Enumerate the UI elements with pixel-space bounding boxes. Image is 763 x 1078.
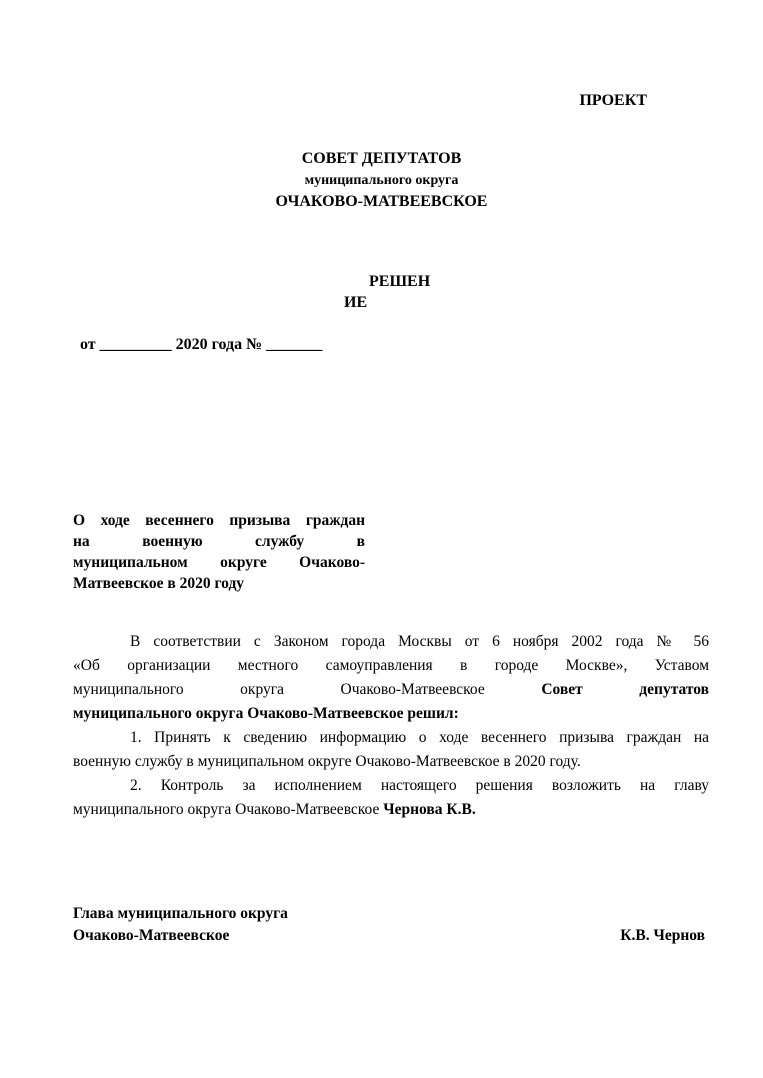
subject-line: муниципальном округе Очаково- — [73, 554, 365, 571]
item-2-line — [73, 798, 709, 822]
body-line — [73, 678, 709, 702]
signature-title-district: Очаково-Матвеевское — [73, 927, 230, 944]
body-text-bold: Чернова К.В. — [383, 801, 476, 818]
decision-title-part1: РЕШЕН — [369, 273, 431, 290]
decision-date-line: от _________ 2020 года № _______ — [80, 336, 323, 353]
signature-name: К.В. Чернов — [620, 927, 705, 944]
body-text-plain: муниципального округа Очаково-Матвеевское — [73, 681, 542, 698]
body-text-bold: Совет депутатов — [541, 681, 709, 698]
project-label: ПРОЕКТ — [579, 92, 647, 109]
body-line: В соответствии с Законом города Москвы от 6 ноября 2002 года № 56 — [130, 633, 709, 650]
signature-title: Глава муниципального округа — [73, 905, 288, 922]
body-text-plain: муниципального округа Очаково-Матвеевское — [73, 801, 384, 818]
item-1-line: военную службу в муниципальном округе Очаково-Матвеевское в 2020 году. — [73, 753, 581, 770]
subject-line: на военную службу в — [73, 533, 365, 550]
council-title: СОВЕТ ДЕПУТАТОВ — [301, 150, 462, 167]
item-2-line: 2. Контроль за исполнением настоящего решения возложить на главу — [130, 777, 709, 794]
body-line: муниципального округа Очаково-Матвеевское решил: — [73, 705, 459, 722]
decision-title-part2: ИЕ — [344, 294, 368, 311]
item-1-line: 1. Принять к сведению информацию о ходе весеннего призыва граждан на — [130, 729, 709, 746]
decision-body — [73, 630, 709, 822]
council-subtitle: муниципального округа — [304, 173, 459, 188]
council-district: ОЧАКОВО-МАТВЕЕВСКОЕ — [275, 193, 488, 210]
subject-line: О ходе весеннего призыва граждан — [73, 512, 365, 529]
subject-line: Матвеевское в 2020 году — [73, 575, 245, 592]
decision-subject — [73, 510, 365, 594]
body-line: «Об организации местного самоуправления в городе Москве», Уставом — [73, 657, 709, 674]
